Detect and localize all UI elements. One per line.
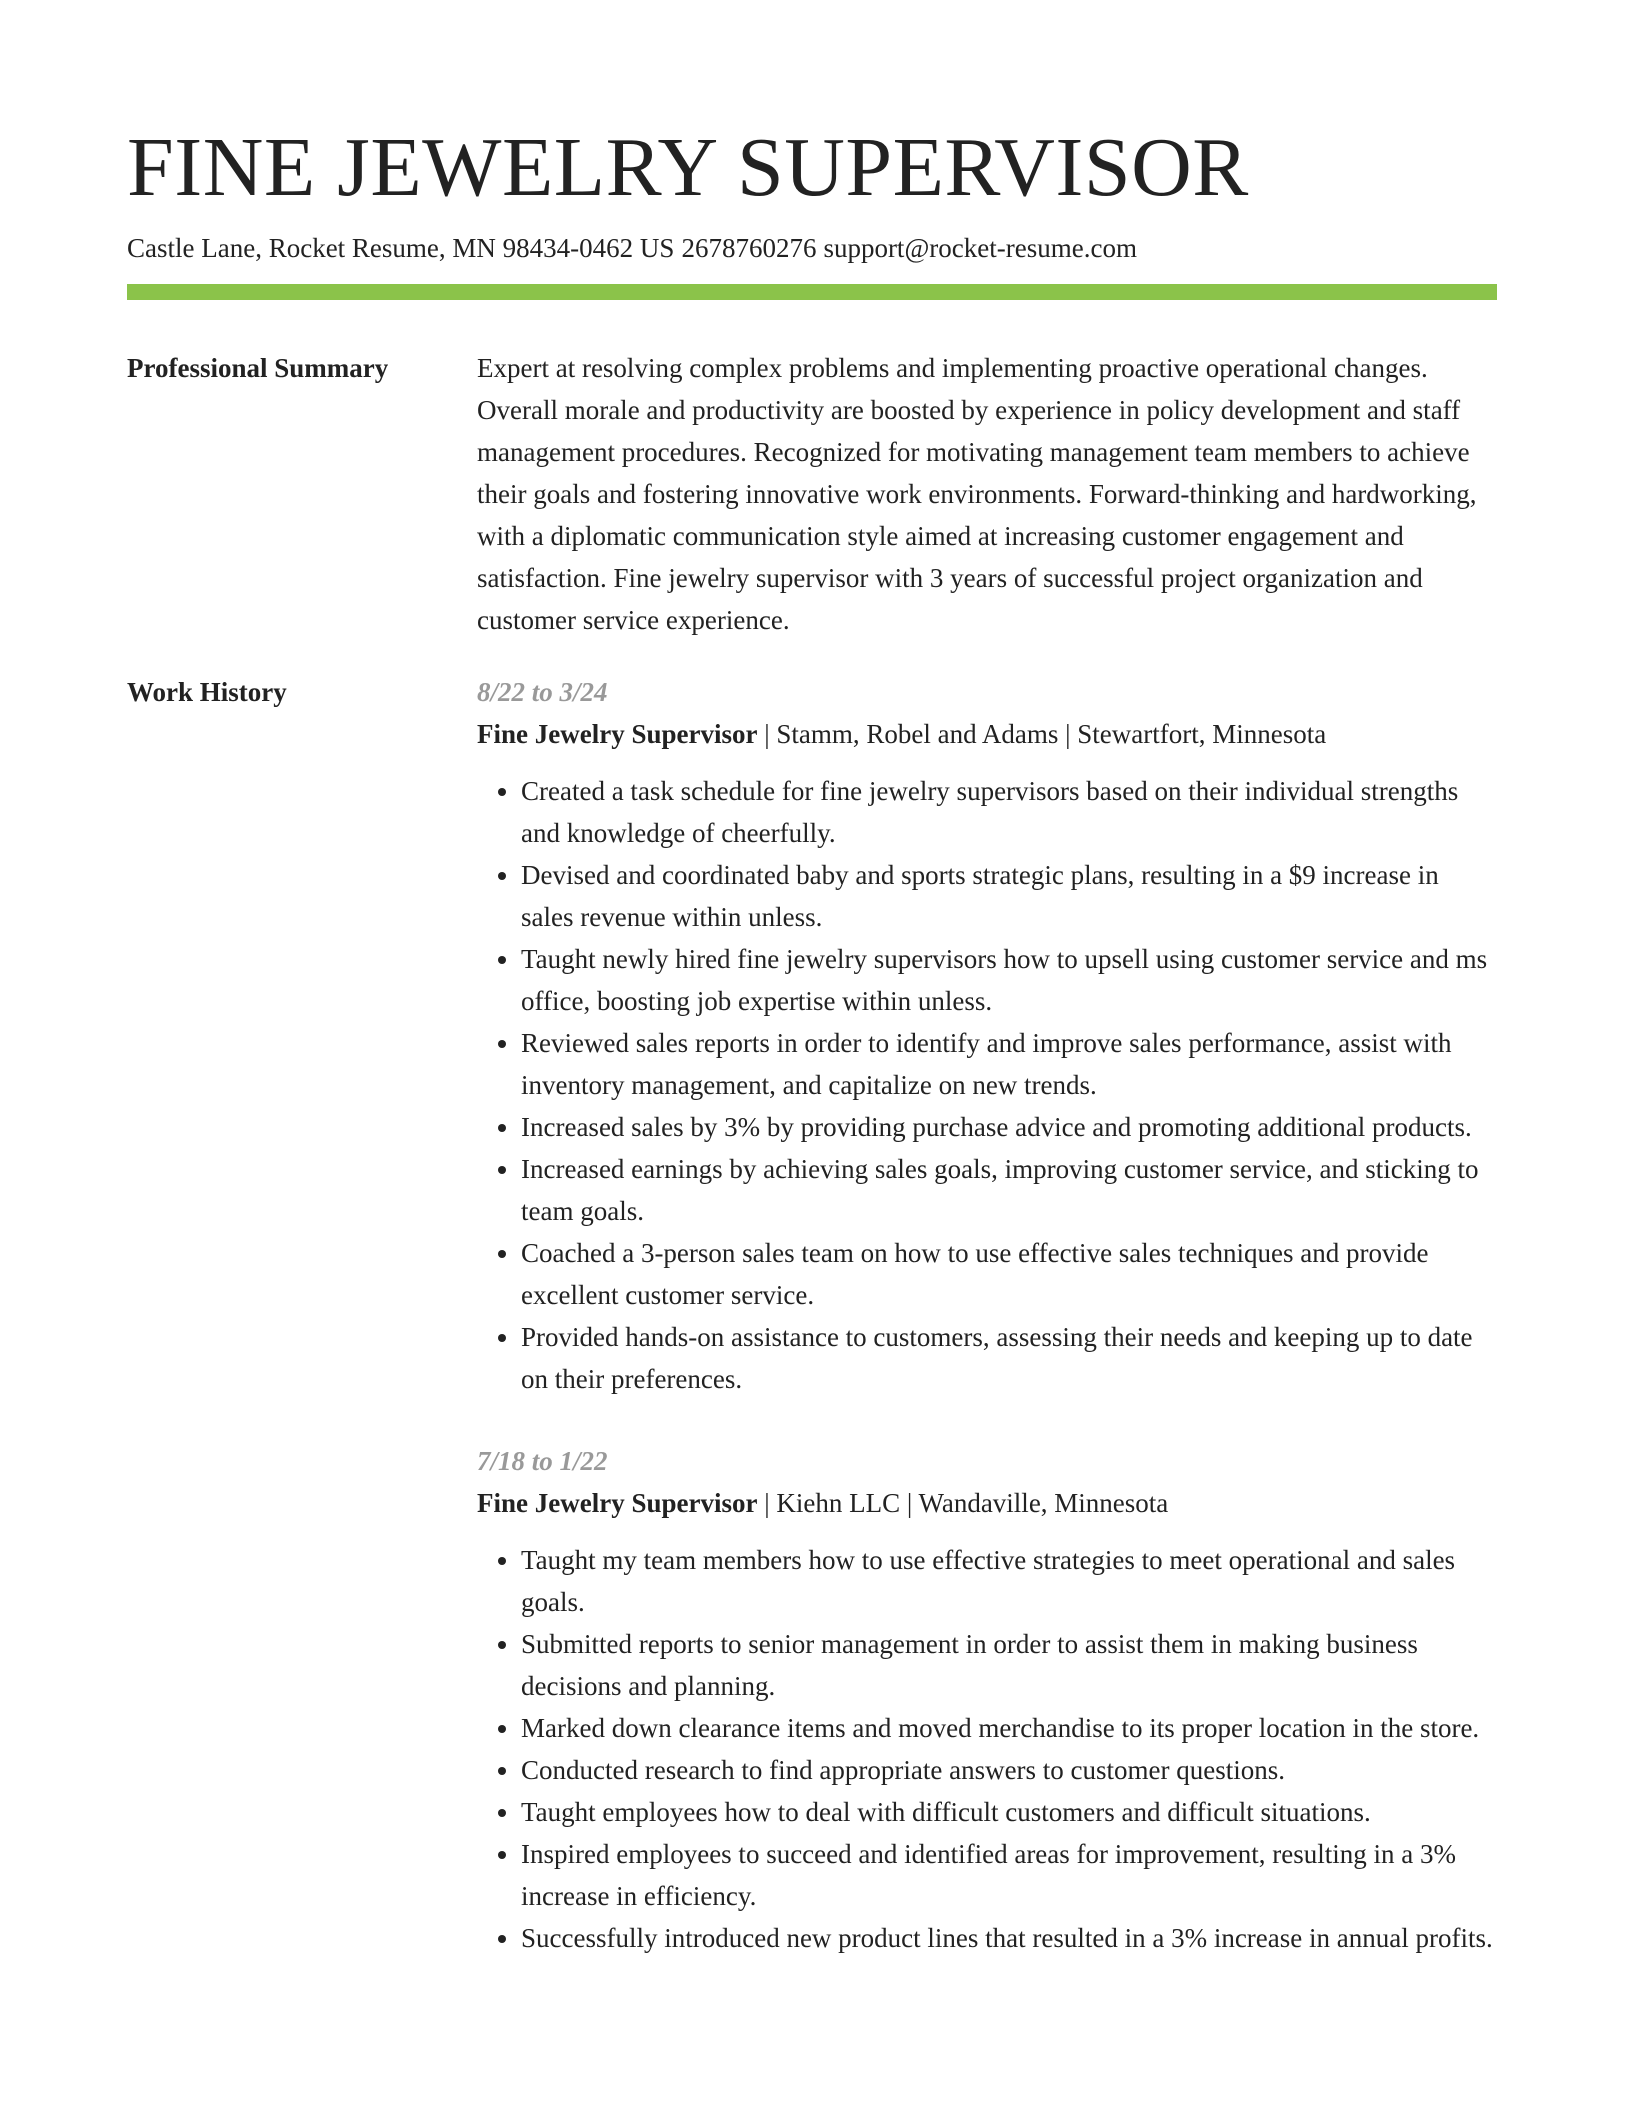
job-heading [477, 1482, 1497, 1524]
job-title: Fine Jewelry Supervisor [477, 1488, 758, 1518]
list-item: • Successfully introduced new product lines that resulted in a 3% increase in annual profits. [521, 1917, 1497, 1959]
job-entry [477, 671, 1497, 1400]
job-dates: 8/22 to 3/24 [477, 677, 608, 707]
job-dates: 7/18 to 1/22 [477, 1446, 608, 1476]
summary-text: Expert at resolving complex problems and implementing proactive operational changes. Overall morale and productivity are boosted by experience in policy development and staff management procedures. Recognized for motivating management team members to achieve their goals and fostering innovative work environments. Forward-thinking and hardworking, with a diplomatic communication style aimed at increasing customer engagement and satisfaction. Fine jewelry supervisor with 3 years of successful project organization and customer service experience. [477, 353, 1477, 635]
list-item: • Conducted research to find appropriate answers to customer questions. [521, 1749, 1497, 1791]
list-item: • Taught employees how to deal with difficult customers and difficult situations. [521, 1791, 1497, 1833]
list-item: • Increased earnings by achieving sales goals, improving customer service, and sticking to team goals. [521, 1148, 1497, 1232]
job-bullets [477, 1539, 1497, 1959]
list-item: • Created a task schedule for fine jewelry supervisors based on their individual strengths and knowledge of cheerfully. [521, 770, 1497, 854]
resume-title: FINE JEWELRY SUPERVISOR [127, 121, 1249, 214]
contact-address: Castle Lane, Rocket Resume, MN 98434-0462 US [127, 233, 675, 263]
job-details: | Kiehn LLC | Wandaville, Minnesota [757, 1488, 1169, 1518]
job-details: | Stamm, Robel and Adams | Stewartfort, Minnesota [757, 719, 1327, 749]
list-item: • Coached a 3-person sales team on how to use effective sales techniques and provide excellent customer service. [521, 1232, 1497, 1316]
job-bullets [477, 770, 1497, 1400]
list-item: • Reviewed sales reports in order to identify and improve sales performance, assist with inventory management, and capitalize on new trends. [521, 1022, 1497, 1106]
summary-section [477, 347, 1497, 641]
list-item: • Marked down clearance items and moved merchandise to its proper location in the store. [521, 1707, 1497, 1749]
list-item: • Submitted reports to senior management in order to assist them in making business decisions and planning. [521, 1623, 1497, 1707]
work-history-heading: Work History [127, 677, 287, 707]
job-title: Fine Jewelry Supervisor [477, 719, 758, 749]
list-item: • Taught my team members how to use effective strategies to meet operational and sales goals. [521, 1539, 1497, 1623]
job-entry [477, 1440, 1497, 1959]
contact-line [127, 230, 1137, 266]
list-item: • Increased sales by 3% by providing purchase advice and promoting additional products. [521, 1106, 1497, 1148]
list-item: • Inspired employees to succeed and identified areas for improvement, resulting in a 3% increase in efficiency. [521, 1833, 1497, 1917]
summary-heading: Professional Summary [127, 353, 389, 383]
contact-phone: 2678760276 [681, 233, 817, 263]
work-history-section [477, 671, 1497, 1959]
contact-email: support@rocket-resume.com [823, 233, 1137, 263]
list-item: • Provided hands-on assistance to customers, assessing their needs and keeping up to date on their preferences. [521, 1316, 1497, 1400]
list-item: • Devised and coordinated baby and sports strategic plans, resulting in a $9 increase in sales revenue within unless. [521, 854, 1497, 938]
header-divider [127, 284, 1497, 300]
job-heading [477, 713, 1497, 755]
list-item: • Taught newly hired fine jewelry supervisors how to upsell using customer service and ms office, boosting job expertise within unless. [521, 938, 1497, 1022]
